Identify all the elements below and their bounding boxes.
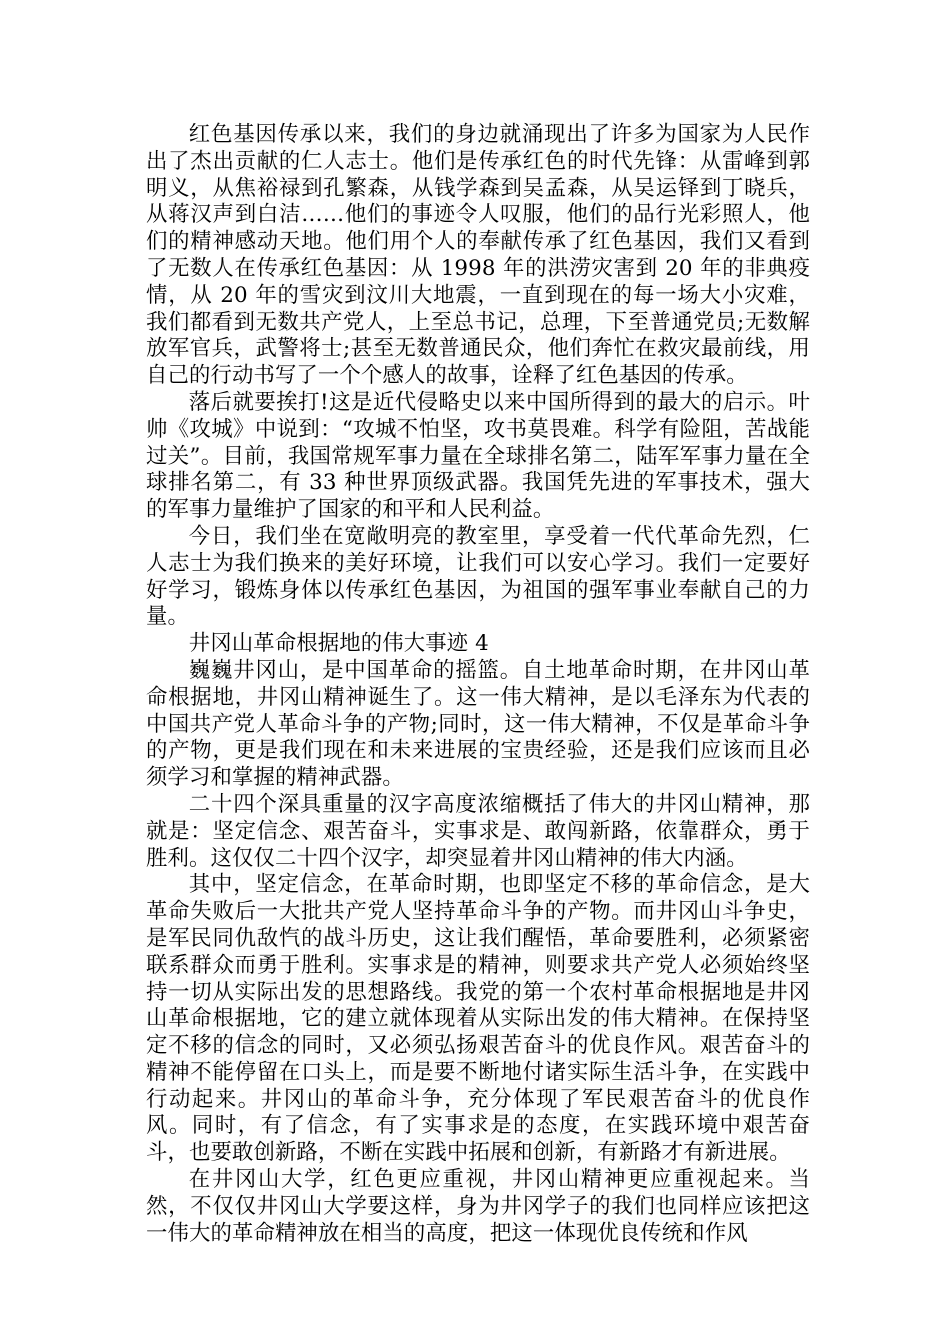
paragraph-red-gene-heroes: 红色基因传承以来，我们的身边就涌现出了许多为国家为人民作出了杰出贡献的仁人志士。他们是传承红色的时代先锋：从雷峰到郭明义，从焦裕禄到孔繁森，从钱学森到吴孟森，从吴运铎到丁晓兵，从蒋汉声到白洁……他们的事迹令人叹服，他们的品行光彩照人，他们的精神感动天地。他们用个人的奉献传承了红色基因，我们又看到了无数人在传承红色基因：从 1998 年的洪涝灾害到 20 年的非典疫情，从 20 年的雪灾到汶川大地震，一直到现在的每一场大小灾难，我们都看到无数共产党人，上至总书记，总理，下至普通党员;无数解放军官兵，武警将士;甚至无数普通民众，他们奔忙在救灾最前线，用自己的行动书写了一个个感人的故事，诠释了红色基因的传承。 — [146, 122, 810, 389]
paragraph-twenty-four-characters: 二十四个深具重量的汉字高度浓缩概括了伟大的井冈山精神，那就是：坚定信念、艰苦奋斗，实事求是、敢闯新路，依靠群众，勇于胜利。这仅仅二十四个汉字，却突显着井冈山精神的伟大内涵。 — [146, 791, 810, 871]
document-body — [146, 122, 810, 1247]
paragraph-jinggangshan-cradle: 巍巍井冈山，是中国革命的摇篮。自土地革命时期，在井冈山革命根据地，井冈山精神诞生了。这一伟大精神，是以毛泽东为代表的中国共产党人革命斗争的产物;同时，这一伟大精神，不仅是革命斗争的产物，更是我们现在和未来进展的宝贵经验，还是我们应该而且必须学习和掌握的精神武器。 — [146, 657, 810, 791]
section-heading: 井冈山革命根据地的伟大事迹 4 — [188, 631, 489, 657]
paragraph-firm-belief: 其中，坚定信念，在革命时期，也即坚定不移的革命信念，是大革命失败后一大批共产党人坚持革命斗争的产物。而井冈山斗争史，是军民同仇敌忾的战斗历史，这让我们醒悟，革命要胜利，必须紧密联系群众而勇于胜利。实事求是的精神，则要求共产党人必须始终坚持一切从实际出发的思想路线。我党的第一个农村革命根据地是井冈山革命根据地，它的建立就体现着从实际出发的伟大精神。在保持坚定不移的信念的同时，又必须弘扬艰苦奋斗的优良作风。艰苦奋斗的精神不能停留在口头上，而是要不断地付诸实际生活斗争，在实践中行动起来。井冈山的革命斗争，充分体现了军民艰苦奋斗的优良作风。同时，有了信念，有了实事求是的态度，在实践环境中艰苦奋斗，也要敢创新路，不断在实践中拓展和创新，有新路才有新进展。 — [146, 872, 810, 1166]
paragraph-study-today: 今日，我们坐在宽敞明亮的教室里，享受着一代代革命先烈，仁人志士为我们换来的美好环境，让我们可以安心学习。我们一定要好好学习，锻炼身体以传承红色基因，为祖国的强军事业奉献自己的力量。 — [146, 523, 810, 630]
paragraph-jinggangshan-university: 在井冈山大学，红色更应重视，井冈山精神更应重视起来。当然，不仅仅井冈山大学要这样，身为井冈学子的我们也同样应该把这一伟大的革命精神放在相当的高度，把这一体现优良传统和作风 — [146, 1167, 810, 1246]
paragraph-military-strength: 落后就要挨打!这是近代侵略史以来中国所得到的最大的启示。叶帅《攻城》中说到：“攻城不怕坚，攻书莫畏难。科学有险阻，苦战能过关”。目前，我国常规军事力量在全球排名第二，陆军军事力量在全球排名第二，有 33 种世界顶级武器。我国凭先进的军事技术，强大的军事力量维护了国家的和平和人民利益。 — [146, 389, 810, 523]
